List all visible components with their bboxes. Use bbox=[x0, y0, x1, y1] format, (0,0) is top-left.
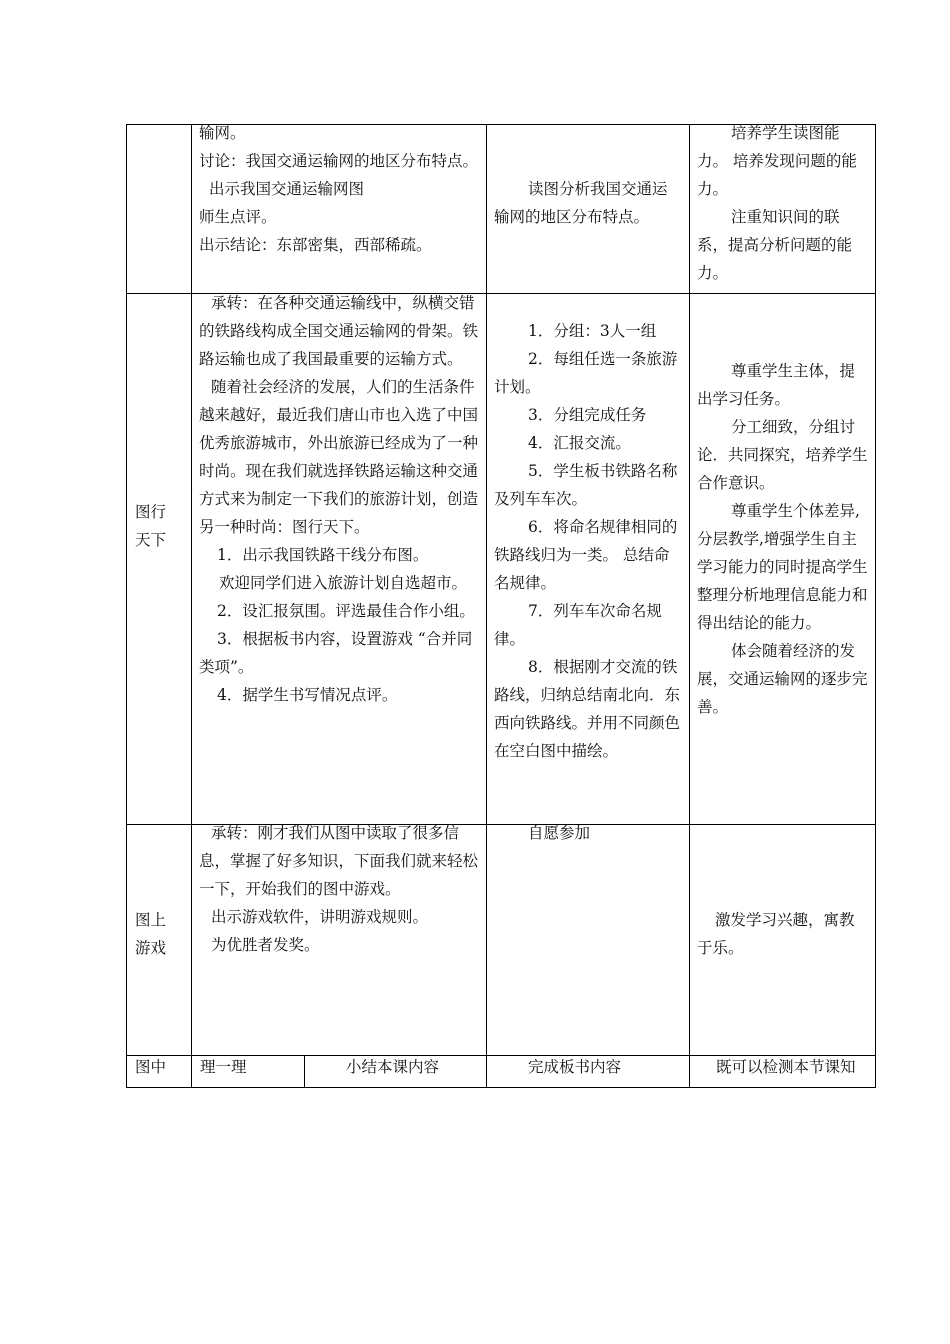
purpose-line: 体会随着经济的发展，交通运输网的逐步完善。 bbox=[697, 642, 868, 716]
student-activity-cell: 完成板书内容 bbox=[528, 1058, 622, 1076]
student-line: 8．根据刚才交流的铁路线，归纳总结南北向．东西向铁路线。并用不同颜色在空白图中描绘。 bbox=[494, 658, 681, 760]
design-purpose-cell: 既可以检测本节课知 bbox=[716, 1058, 856, 1076]
teacher-line: 3．根据板书内容，设置游戏 “合并同类项”。 bbox=[199, 630, 473, 676]
student-line: 3．分组完成任务 bbox=[528, 406, 647, 424]
purpose-line: 激发学习兴趣，寓教于乐。 bbox=[697, 911, 855, 957]
teacher-line: 4．据学生书写情况点评。 bbox=[217, 686, 398, 704]
student-activity-cell bbox=[494, 317, 682, 765]
purpose-line: 分工细致，分组讨论．共同探究，培养学生合作意识。 bbox=[697, 418, 868, 492]
column-divider bbox=[689, 124, 690, 1088]
student-activity-cell bbox=[494, 175, 682, 231]
teacher-line: 承转：在各种交通运输线中，纵横交错的铁路线构成全国交通运输网的骨架。铁路运输也成了我国最重要的运输方式。 bbox=[199, 294, 479, 368]
row-label: 图行天下 bbox=[135, 503, 167, 549]
teacher-line: 师生点评。 bbox=[199, 208, 277, 226]
design-purpose-cell bbox=[697, 357, 869, 721]
student-line: 5．学生板书铁路名称及列车车次。 bbox=[494, 462, 678, 508]
student-line: 6．将命名规律相同的铁路线归为一类。 总结命名规律。 bbox=[494, 518, 678, 592]
teacher-line: 随着社会经济的发展，人们的生活条件越来越好，最近我们唐山市也入选了中国优秀旅游城市，外出旅游已经成为了一种时尚。现在我们就选择铁路运输这种交通方式来为制定一下我们的旅游计划，创造另一种时尚：图行天下。 bbox=[199, 378, 479, 536]
design-purpose-cell bbox=[697, 906, 869, 962]
student-line: 读图分析我国交通运输网的地区分布特点。 bbox=[494, 180, 668, 226]
teacher-activity-b: 小结本课内容 bbox=[346, 1058, 440, 1076]
table-left-border bbox=[126, 124, 127, 1088]
teacher-activity-cell bbox=[199, 119, 482, 259]
teacher-line: 讨论：我国交通运输网的地区分布特点。 bbox=[199, 152, 479, 170]
teacher-line: 出示结论：东部密集，西部稀疏。 bbox=[199, 236, 432, 254]
purpose-line: 尊重学生主体，提出学习任务。 bbox=[697, 362, 856, 408]
column-divider bbox=[191, 124, 192, 1088]
student-line: 4．汇报交流。 bbox=[528, 434, 631, 452]
teacher-line: 为优胜者发奖。 bbox=[211, 936, 320, 954]
student-line: 1．分组：3人一组 bbox=[528, 322, 657, 340]
student-line: 7．列车车次命名规律。 bbox=[494, 602, 662, 648]
teacher-line: 1．出示我国铁路干线分布图。 bbox=[217, 546, 429, 564]
student-line: 2．每组任选一条旅游计划。 bbox=[494, 350, 678, 396]
design-purpose-cell bbox=[697, 119, 869, 287]
teacher-line: 出示我国交通运输网图 bbox=[209, 180, 365, 198]
teacher-line: 承转：刚才我们从图中读取了很多信息，掌握了好多知识，下面我们就来轻松一下，开始我们的图中游戏。 bbox=[199, 824, 479, 898]
student-line: 自愿参加 bbox=[528, 824, 591, 842]
column-divider bbox=[304, 1055, 305, 1088]
teacher-line: 出示游戏软件，讲明游戏规则。 bbox=[211, 908, 429, 926]
table-right-border bbox=[875, 124, 876, 1088]
row-label: 图中 bbox=[135, 1058, 167, 1076]
student-activity-cell bbox=[494, 819, 682, 847]
teacher-activity-cell bbox=[199, 289, 482, 709]
teacher-line: 欢迎同学们进入旅游计划自选超市。 bbox=[219, 574, 468, 592]
purpose-line: 注重知识间的联系，提高分析问题的能力。 bbox=[697, 208, 853, 282]
teacher-line: 输网。 bbox=[199, 124, 246, 142]
row-label: 图上游戏 bbox=[135, 911, 167, 957]
purpose-line: 尊重学生个体差异,分层教学,增强学生自主学习能力的同时提高学生整理分析地理信息能力和得出结论的能力。 bbox=[697, 502, 868, 632]
teacher-activity-a: 理一理 bbox=[200, 1058, 247, 1076]
purpose-line: 培养学生读图能力。 培养发现问题的能力。 bbox=[697, 124, 857, 198]
table-bottom-border bbox=[126, 1087, 876, 1088]
column-divider bbox=[486, 124, 487, 1088]
teacher-line: 2．设汇报氛围。评选最佳合作小组。 bbox=[217, 602, 475, 620]
teacher-activity-cell bbox=[199, 819, 482, 959]
